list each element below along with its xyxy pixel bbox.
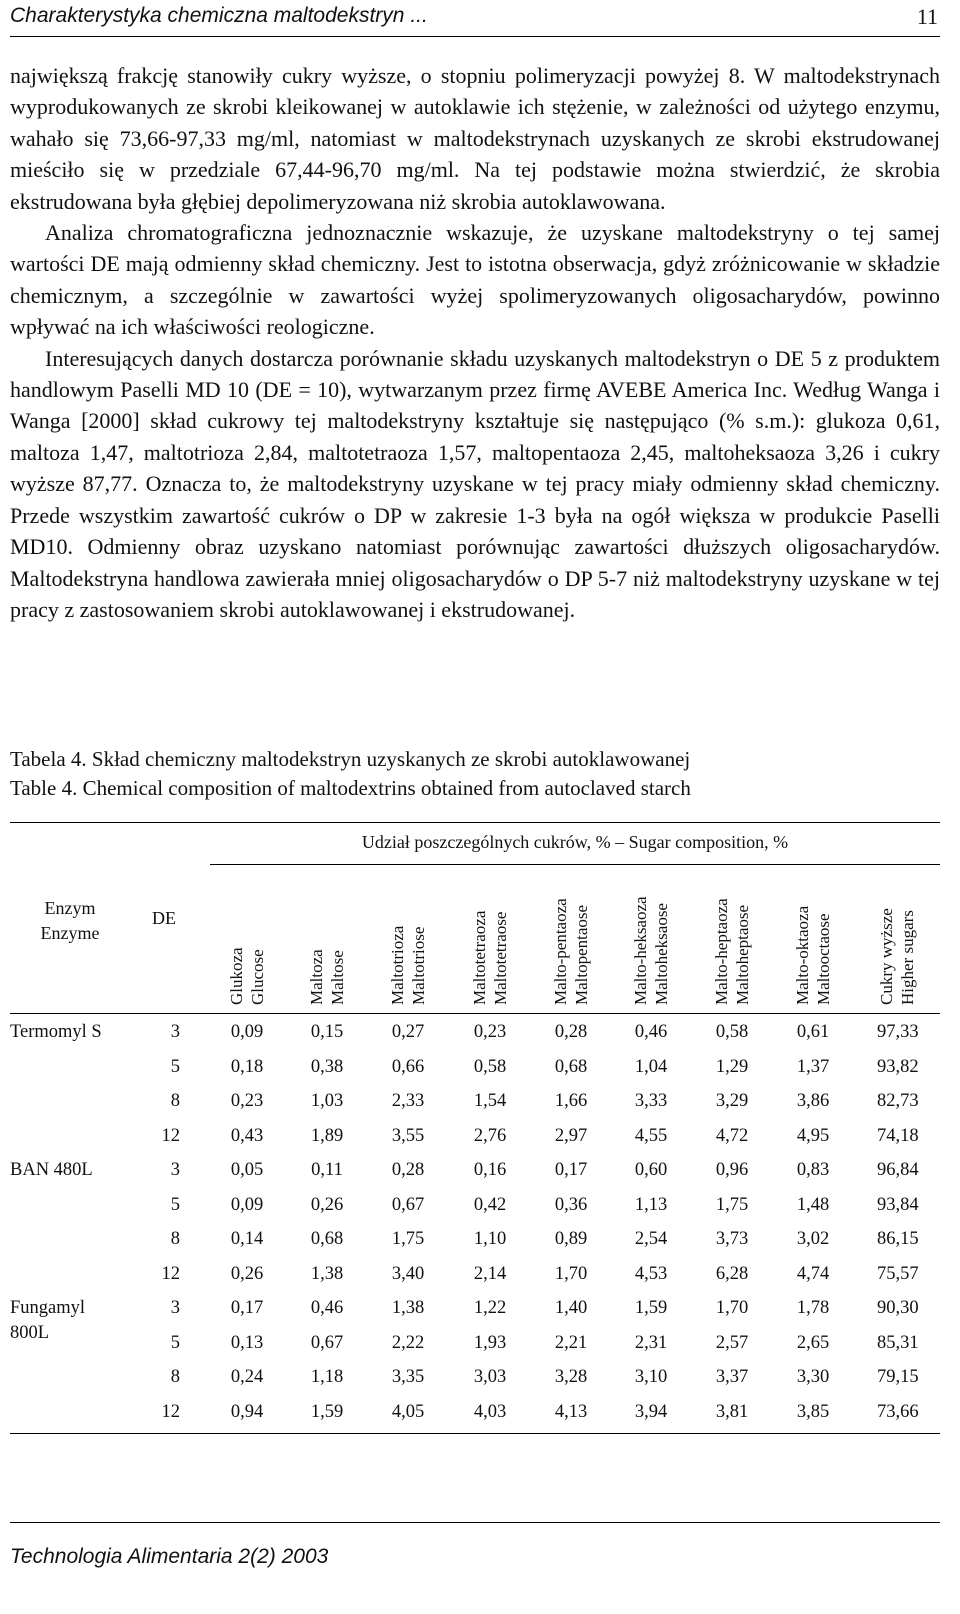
table-cell: 1,38 <box>310 1263 344 1284</box>
enzyme-name: Termomyl S <box>10 1022 102 1042</box>
de-header: DE <box>152 908 176 928</box>
table-cell: 1,22 <box>473 1298 507 1318</box>
enzyme-name: BAN 480L <box>10 1160 93 1180</box>
sugar-header-label <box>711 898 753 1005</box>
sugar-header-label <box>469 911 511 1005</box>
table-cell: 0,46 <box>634 1022 668 1042</box>
table-cell: 1,03 <box>310 1091 344 1111</box>
table-cell: 2,57 <box>715 1332 749 1353</box>
table-cell: 3,85 <box>796 1401 830 1422</box>
sugar-header-label <box>630 896 672 1005</box>
table-cell: 73,66 <box>877 1401 919 1422</box>
table-cell: 1,13 <box>634 1194 668 1215</box>
table-cell: 0,28 <box>391 1160 425 1180</box>
table-cell: 1,40 <box>554 1298 588 1318</box>
table-cell: 3,55 <box>391 1125 425 1146</box>
table-cell: 93,82 <box>877 1056 919 1077</box>
table-cell: 74,18 <box>877 1125 919 1146</box>
table-cell: 0,05 <box>230 1160 264 1180</box>
paragraph-1: największą frakcję stanowiły cukry wyższe, o stopniu polimeryzacji powyżej 8. W maltodekstrynach wyprodukowanych ze skrobi kleikowanej w autoklawie ich stężenie, w zależności od użytego enzymu, wahało się 73,66-97,33 mg/ml, natomiast w maltodekstrynach uzyskanych ze skrobi ekstrudowanej mieściło się w przedziale 67,44-96,70 mg/ml. Na tej podstawie można stwierdzić, że skrobia ekstrudowana była głębiej depolimeryzowana niż skrobia autoklawowana. <box>10 63 940 214</box>
table-cell: 75,57 <box>877 1263 919 1284</box>
table-cell: 1,38 <box>391 1298 425 1318</box>
sugar-header-en: Maltoheksaose <box>652 903 671 1005</box>
table-cell: 1,78 <box>796 1298 830 1318</box>
enzyme-name: Fungamyl <box>10 1298 86 1318</box>
table-cell: 1,59 <box>310 1401 344 1422</box>
table-cell: 0,89 <box>554 1229 588 1249</box>
de-value: 5 <box>170 1332 180 1353</box>
sugar-header-label <box>792 906 834 1005</box>
table-cell: 2,31 <box>634 1332 668 1353</box>
table-cell: 0,26 <box>310 1194 344 1215</box>
enzyme-header-en: Enzyme <box>40 923 100 943</box>
table-cell: 82,73 <box>877 1091 919 1111</box>
table-cell: 3,40 <box>391 1263 425 1284</box>
table-caption-pl: Tabela 4. Skład chemiczny maltodekstryn uzyskanych ze skrobi autoklawowanej <box>10 747 691 771</box>
table-cell: 85,31 <box>877 1332 919 1353</box>
table-cell: 3,03 <box>473 1367 507 1387</box>
enzyme-header-pl: Enzym <box>44 898 96 918</box>
table-cell: 3,35 <box>391 1367 425 1387</box>
table-cell: 3,81 <box>715 1401 749 1422</box>
table-cell: 3,33 <box>634 1091 668 1111</box>
table-cell: 90,30 <box>877 1298 919 1318</box>
table-cell: 0,16 <box>473 1160 507 1180</box>
table-cell: 0,23 <box>473 1022 507 1042</box>
table-cell: 2,97 <box>554 1125 588 1146</box>
table-cell: 0,58 <box>473 1056 507 1077</box>
sugar-header-rule <box>210 864 940 865</box>
table-cell: 1,93 <box>473 1332 507 1353</box>
table-cell: 0,68 <box>554 1056 588 1077</box>
table-cell: 4,05 <box>391 1401 425 1422</box>
body-text <box>10 60 940 625</box>
table-cell: 0,43 <box>230 1125 264 1146</box>
table-cell: 2,33 <box>391 1091 425 1111</box>
table-cell: 3,02 <box>796 1229 830 1249</box>
running-title: Charakterystyka chemiczna maltodekstryn ... <box>10 4 428 27</box>
sugar-header-en: Maltopentaose <box>572 904 591 1005</box>
table-cell: 2,54 <box>634 1229 668 1249</box>
sugar-header-pl: Maltoza <box>307 949 326 1005</box>
table-cell: 96,84 <box>877 1160 919 1180</box>
de-value: 8 <box>170 1367 180 1387</box>
table-cell: 0,83 <box>796 1160 830 1180</box>
table-cell: 0,13 <box>230 1332 264 1353</box>
table-cell: 0,38 <box>310 1056 344 1077</box>
table-top-rule <box>10 822 940 823</box>
sugar-header-en: Maltotriose <box>409 926 428 1005</box>
table-cell: 6,28 <box>715 1263 749 1284</box>
table-cell: 2,76 <box>473 1125 507 1146</box>
de-value: 8 <box>170 1229 180 1249</box>
sugar-header-pl: Malto-heksaoza <box>631 896 650 1005</box>
de-value: 3 <box>170 1022 180 1042</box>
table-cell: 1,70 <box>715 1298 749 1318</box>
table-cell: 0,67 <box>391 1194 425 1215</box>
table-cell: 0,18 <box>230 1056 264 1077</box>
table-header-rule <box>10 1013 940 1014</box>
sugar-header-pl: Glukoza <box>227 947 246 1005</box>
table-cell: 0,17 <box>230 1298 264 1318</box>
table-cell: 2,65 <box>796 1332 830 1353</box>
table-cell: 3,30 <box>796 1367 830 1387</box>
footer-rule <box>10 1522 940 1523</box>
table-cell: 0,36 <box>554 1194 588 1215</box>
journal-footer: Technologia Alimentaria 2(2) 2003 <box>10 1545 329 1568</box>
table-caption-en: Table 4. Chemical composition of maltodextrins obtained from autoclaved starch <box>10 776 691 800</box>
table-cell: 0,67 <box>310 1332 344 1353</box>
table-cell: 1,75 <box>715 1194 749 1215</box>
sugar-header-en: Maltooctaose <box>814 913 833 1005</box>
sugar-header-en: Higher sugars <box>898 910 917 1005</box>
sugar-header-label <box>550 898 592 1005</box>
table-cell: 0,27 <box>391 1022 425 1042</box>
table-cell: 4,53 <box>634 1263 668 1284</box>
table-cell: 3,73 <box>715 1229 749 1249</box>
sugar-header-pl: Cukry wyższe <box>877 908 896 1005</box>
table-cell: 1,59 <box>634 1298 668 1318</box>
table-cell: 1,10 <box>473 1229 507 1249</box>
table-cell: 0,11 <box>311 1160 343 1180</box>
table-cell: 3,29 <box>715 1091 749 1111</box>
de-value: 12 <box>161 1125 180 1146</box>
de-value: 12 <box>161 1401 180 1422</box>
table-bottom-rule <box>10 1433 940 1434</box>
table-cell: 0,24 <box>230 1367 264 1387</box>
sugar-header-label <box>876 908 918 1005</box>
table-cell: 0,26 <box>230 1263 264 1284</box>
table-cell: 0,15 <box>310 1022 344 1042</box>
table-cell: 1,66 <box>554 1091 588 1111</box>
table-cell: 0,94 <box>230 1401 264 1422</box>
table-cell: 79,15 <box>877 1367 919 1387</box>
table-cell: 3,86 <box>796 1091 830 1111</box>
sugar-header-en: Glucose <box>248 949 267 1005</box>
sugar-header-en: Maltotetraose <box>491 911 510 1005</box>
de-value: 3 <box>170 1298 180 1318</box>
table-cell: 1,89 <box>310 1125 344 1146</box>
table-cell: 0,09 <box>230 1022 264 1042</box>
table-cell: 4,55 <box>634 1125 668 1146</box>
table-cell: 0,14 <box>230 1229 264 1249</box>
table-cell: 0,09 <box>230 1194 264 1215</box>
table-cell: 1,48 <box>796 1194 830 1215</box>
table-cell: 0,46 <box>310 1298 344 1318</box>
sugar-header-label <box>306 949 348 1005</box>
table-cell: 0,23 <box>230 1091 264 1111</box>
table-cell: 0,17 <box>554 1160 588 1180</box>
sugar-header-pl: Malto-pentaoza <box>551 898 570 1005</box>
table-cell: 3,94 <box>634 1401 668 1422</box>
sugar-header-label <box>226 947 268 1005</box>
de-value: 12 <box>161 1263 180 1284</box>
table-cell: 4,95 <box>796 1125 830 1146</box>
table-cell: 3,37 <box>715 1367 749 1387</box>
de-value: 5 <box>170 1056 180 1077</box>
table-cell: 4,13 <box>554 1401 588 1422</box>
de-value: 5 <box>170 1194 180 1215</box>
sugar-header-en: Maltoheptaose <box>733 904 752 1005</box>
table-cell: 1,37 <box>796 1056 830 1077</box>
sugar-composition-header: Udział poszczególnych cukrów, % – Sugar composition, % <box>361 832 789 852</box>
table-cell: 4,03 <box>473 1401 507 1422</box>
enzyme-name: 800L <box>10 1323 50 1343</box>
table-cell: 93,84 <box>877 1194 919 1215</box>
table-cell: 1,18 <box>310 1367 344 1387</box>
paragraph-3: Interesujących danych dostarcza porównanie składu uzyskanych maltodekstryn o DE 5 z produktem handlowym Paselli MD 10 (DE = 10), wytwarzanym przez firmę AVEBE America Inc. Według Wanga i Wanga [2000] skład cukrowy tej maltodekstryny kształtuje się następująco (% s.m.): glukoza 0,61, maltoza 1,47, maltotrioza 2,84, maltotetraoza 1,57, maltopentaoza 2,45, maltoheksaoza 3,26 i cukry wyższe 87,77. Oznacza to, że maltodekstryny uzyskane w tej pracy miały odmienny skład chemiczny. Przede wszystkim zawartość cukrów o DP w zakresie 1-3 była na ogół większa w produkcie Paselli MD10. Odmienny obraz uzyskano natomiast porównując zawartości dłuższych oligosacharydów. Maltodekstryna handlowa zawierała mniej oligosacharydów o DP 5-7 niż maltodekstryny uzyskane w tej pracy z zastosowaniem skrobi autoklawowanej i ekstrudowanej. <box>10 345 940 622</box>
sugar-header-pl: Maltotrioza <box>388 925 407 1005</box>
table-cell: 0,66 <box>391 1056 425 1077</box>
table-cell: 3,28 <box>554 1367 588 1387</box>
page-number: 11 <box>916 4 938 29</box>
table-cell: 1,54 <box>473 1091 507 1111</box>
table-cell: 0,42 <box>473 1194 507 1215</box>
table-cell: 3,10 <box>634 1367 668 1387</box>
table-cell: 0,28 <box>554 1022 588 1042</box>
table-cell: 1,70 <box>554 1263 588 1284</box>
paragraph-2: Analiza chromatograficzna jednoznacznie wskazuje, że uzyskane maltodekstryny o tej samej wartości DE mają odmienny skład chemiczny. Jest to istotna obserwacja, gdyż zróżnicowanie w składzie chemicznym, a szczególnie w zawartości wyżej spolimeryzowanych oligosacharydów, powinno wpływać na ich właściwości reologiczne. <box>10 220 940 340</box>
table-cell: 0,96 <box>715 1160 749 1180</box>
table-cell: 0,61 <box>796 1022 830 1042</box>
table-cell: 1,29 <box>715 1056 749 1077</box>
sugar-header-label <box>387 926 429 1005</box>
sugar-header-pl: Malto-oktaoza <box>793 905 812 1005</box>
table-cell: 97,33 <box>877 1022 919 1042</box>
sugar-header-pl: Maltotetraoza <box>470 910 489 1005</box>
running-header <box>10 0 940 37</box>
table-cell: 0,68 <box>310 1229 344 1249</box>
table-cell: 1,75 <box>391 1229 425 1249</box>
table-cell: 1,04 <box>634 1056 668 1077</box>
sugar-header-en: Maltose <box>328 950 347 1005</box>
table-caption <box>10 745 691 803</box>
table-cell: 4,74 <box>796 1263 830 1284</box>
table-cell: 86,15 <box>877 1229 919 1249</box>
table-cell: 0,58 <box>715 1022 749 1042</box>
table-cell: 4,72 <box>715 1125 749 1146</box>
table-cell: 2,21 <box>554 1332 588 1353</box>
sugar-header-pl: Malto-heptaoza <box>712 898 731 1005</box>
table-cell: 2,22 <box>391 1332 425 1353</box>
de-value: 3 <box>170 1160 180 1180</box>
table-cell: 2,14 <box>473 1263 507 1284</box>
table-cell: 0,60 <box>634 1160 668 1180</box>
enzyme-header <box>10 896 130 946</box>
de-value: 8 <box>170 1091 180 1111</box>
